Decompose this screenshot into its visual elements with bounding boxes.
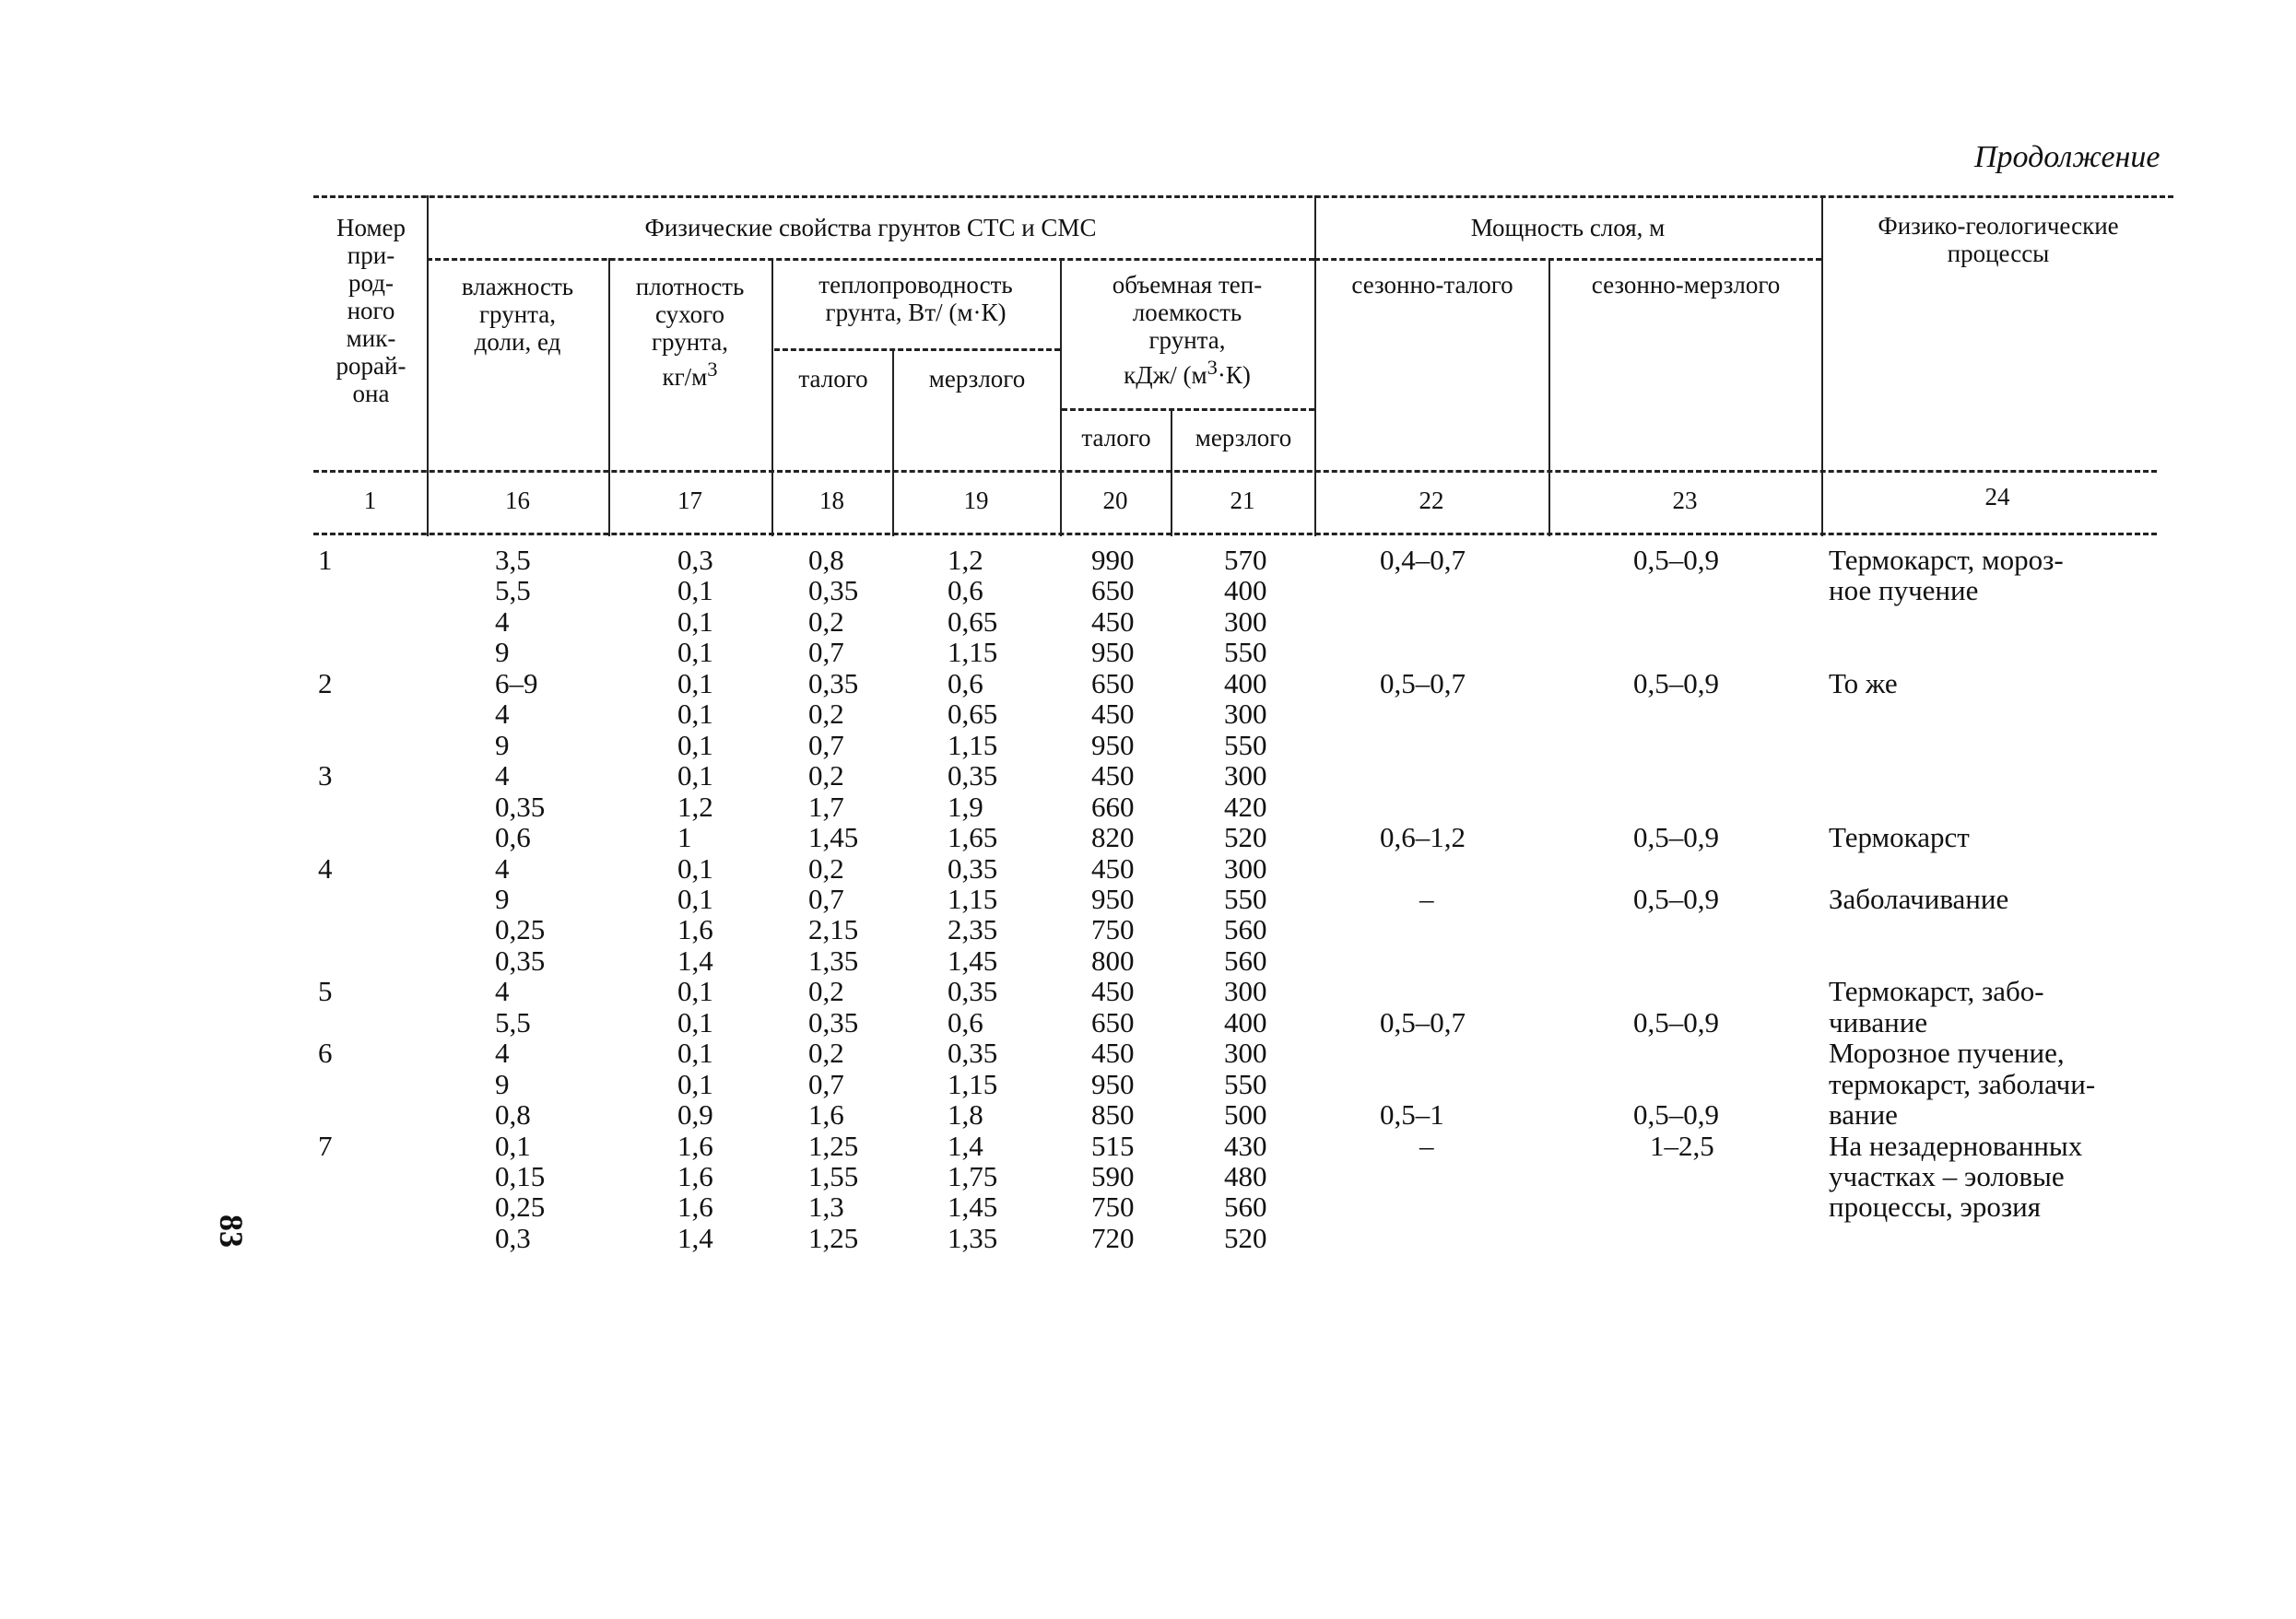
capacity-thawed-value: 950 bbox=[1091, 882, 1135, 915]
conductivity-thawed-value: 0,7 bbox=[808, 1067, 844, 1100]
capacity-frozen-value: 570 bbox=[1224, 544, 1267, 576]
conductivity-frozen-value: 0,6 bbox=[948, 666, 983, 699]
process-text: процессы, эрозия bbox=[1829, 1191, 2041, 1224]
moisture-value: 4 bbox=[495, 1037, 510, 1070]
seasonal-thawed-value: – bbox=[1419, 882, 1434, 915]
header-group-thickness: Мощность слоя, м bbox=[1470, 214, 1666, 241]
process-text: Термокарст bbox=[1829, 821, 1970, 854]
density-value: 0,3 bbox=[677, 544, 713, 576]
row-number: 2 bbox=[318, 666, 333, 699]
capacity-thawed-value: 660 bbox=[1091, 790, 1135, 823]
conductivity-thawed-value: 1,45 bbox=[808, 821, 859, 854]
process-text: Термокарст, забо- bbox=[1829, 975, 2044, 1008]
process-text: чивание bbox=[1829, 1005, 1928, 1038]
header-seasonal-thawed: сезонно-талого bbox=[1351, 271, 1513, 299]
capacity-thawed-value: 590 bbox=[1091, 1160, 1135, 1192]
process-text: Термокарст, мороз- bbox=[1829, 544, 2064, 576]
capacity-thawed-value: 750 bbox=[1091, 1191, 1135, 1224]
col-number-21: 21 bbox=[1230, 487, 1255, 514]
seasonal-frozen-value: 0,5–0,9 bbox=[1633, 1005, 1719, 1038]
density-value: 1,2 bbox=[677, 790, 713, 823]
conductivity-thawed-value: 0,7 bbox=[808, 636, 844, 669]
density-value: 0,1 bbox=[677, 1005, 713, 1038]
capacity-frozen-value: 550 bbox=[1224, 728, 1267, 761]
conductivity-frozen-value: 0,6 bbox=[948, 1005, 983, 1038]
conductivity-frozen-value: 1,45 bbox=[948, 944, 998, 977]
moisture-value: 9 bbox=[495, 1067, 510, 1100]
capacity-frozen-value: 300 bbox=[1224, 604, 1267, 638]
conductivity-thawed-value: 0,7 bbox=[808, 882, 844, 915]
moisture-value: 4 bbox=[495, 698, 510, 731]
seasonal-frozen-value: 0,5–0,9 bbox=[1633, 666, 1719, 699]
conductivity-thawed-value: 1,6 bbox=[808, 1098, 844, 1132]
capacity-frozen-value: 420 bbox=[1224, 790, 1267, 823]
conductivity-frozen-value: 0,65 bbox=[948, 698, 998, 731]
density-value: 1,4 bbox=[677, 944, 713, 977]
header-capacity: объемная теп- лоемкость грунта, кДж/ $(м^3\cdot К)$ bbox=[1112, 271, 1263, 389]
capacity-thawed-value: 450 bbox=[1091, 851, 1135, 885]
capacity-frozen-value: 480 bbox=[1224, 1160, 1267, 1192]
conductivity-thawed-value: 0,35 bbox=[808, 1005, 859, 1038]
density-value: 1,6 bbox=[677, 913, 713, 946]
moisture-value: 0,15 bbox=[495, 1160, 546, 1192]
conductivity-thawed-value: 0,2 bbox=[808, 759, 844, 792]
seasonal-frozen-value: 0,5–0,9 bbox=[1633, 1098, 1719, 1132]
density-value: 0,1 bbox=[677, 666, 713, 699]
density-value: 0,1 bbox=[677, 975, 713, 1008]
density-value: 0,1 bbox=[677, 698, 713, 731]
row-number: 7 bbox=[318, 1129, 333, 1162]
conductivity-frozen-value: 1,9 bbox=[948, 790, 983, 823]
page-number: 83 bbox=[213, 1214, 250, 1248]
capacity-thawed-value: 800 bbox=[1091, 944, 1135, 977]
density-value: 1,6 bbox=[677, 1160, 713, 1192]
conductivity-thawed-value: 0,2 bbox=[808, 851, 844, 885]
capacity-thawed-value: 750 bbox=[1091, 913, 1135, 946]
conductivity-frozen-value: 0,35 bbox=[948, 1037, 998, 1070]
density-value: 0,1 bbox=[677, 882, 713, 915]
moisture-value: 3,5 bbox=[495, 544, 531, 576]
header-col-processes: Физико-геологические процессы bbox=[1878, 212, 2119, 267]
header-moisture: влажность грунта, доли, ед bbox=[461, 273, 574, 356]
capacity-thawed-value: 450 bbox=[1091, 975, 1135, 1008]
row-number: 5 bbox=[318, 975, 333, 1008]
conductivity-frozen-value: 1,4 bbox=[948, 1129, 983, 1162]
capacity-frozen-value: 430 bbox=[1224, 1129, 1267, 1162]
capacity-frozen-value: 400 bbox=[1224, 1005, 1267, 1038]
conductivity-frozen-value: 0,35 bbox=[948, 975, 998, 1008]
moisture-value: 0,8 bbox=[495, 1098, 531, 1132]
col-number-23: 23 bbox=[1672, 487, 1698, 514]
capacity-frozen-value: 500 bbox=[1224, 1098, 1267, 1132]
density-value: 0,1 bbox=[677, 1037, 713, 1070]
moisture-value: 5,5 bbox=[495, 574, 531, 607]
header-conductivity-frozen: мерзлого bbox=[928, 365, 1026, 393]
conductivity-frozen-value: 1,15 bbox=[948, 882, 998, 915]
seasonal-thawed-value: 0,6–1,2 bbox=[1380, 821, 1466, 854]
moisture-value: 4 bbox=[495, 851, 510, 885]
capacity-thawed-value: 950 bbox=[1091, 636, 1135, 669]
capacity-frozen-value: 300 bbox=[1224, 759, 1267, 792]
header-capacity-frozen: мерзлого bbox=[1195, 424, 1292, 452]
conductivity-frozen-value: 1,45 bbox=[948, 1191, 998, 1224]
capacity-thawed-value: 450 bbox=[1091, 698, 1135, 731]
row-number: 1 bbox=[318, 544, 333, 576]
capacity-thawed-value: 720 bbox=[1091, 1221, 1135, 1254]
seasonal-thawed-value: 0,5–0,7 bbox=[1380, 1005, 1466, 1038]
row-number: 3 bbox=[318, 759, 333, 792]
capacity-frozen-value: 550 bbox=[1224, 1067, 1267, 1100]
header-capacity-thawed: талого bbox=[1081, 424, 1151, 452]
seasonal-frozen-value: 0,5–0,9 bbox=[1633, 544, 1719, 576]
seasonal-frozen-value: 0,5–0,9 bbox=[1633, 882, 1719, 915]
moisture-value: 0,1 bbox=[495, 1129, 531, 1162]
density-value: 0,1 bbox=[677, 759, 713, 792]
capacity-frozen-value: 300 bbox=[1224, 1037, 1267, 1070]
process-text: То же bbox=[1829, 666, 1898, 699]
header-seasonal-frozen: сезонно-мерзлого bbox=[1591, 271, 1781, 299]
capacity-frozen-value: 300 bbox=[1224, 851, 1267, 885]
conductivity-thawed-value: 2,15 bbox=[808, 913, 859, 946]
capacity-frozen-value: 300 bbox=[1224, 698, 1267, 731]
header-col-number: Номер при- род- ного мик- рорай- она bbox=[336, 214, 406, 407]
header-conductivity-thawed: талого bbox=[798, 365, 868, 393]
capacity-thawed-value: 450 bbox=[1091, 1037, 1135, 1070]
moisture-value: 0,6 bbox=[495, 821, 531, 854]
conductivity-frozen-value: 1,15 bbox=[948, 1067, 998, 1100]
moisture-value: 4 bbox=[495, 975, 510, 1008]
seasonal-thawed-value: 0,4–0,7 bbox=[1380, 544, 1466, 576]
conductivity-thawed-value: 0,2 bbox=[808, 604, 844, 638]
conductivity-thawed-value: 0,2 bbox=[808, 975, 844, 1008]
moisture-value: 0,3 bbox=[495, 1221, 531, 1254]
col-number-17: 17 bbox=[677, 487, 702, 514]
capacity-thawed-value: 820 bbox=[1091, 821, 1135, 854]
capacity-frozen-value: 400 bbox=[1224, 574, 1267, 607]
density-value: 1,6 bbox=[677, 1129, 713, 1162]
conductivity-thawed-value: 0,7 bbox=[808, 728, 844, 761]
conductivity-frozen-value: 1,75 bbox=[948, 1160, 998, 1192]
row-number: 4 bbox=[318, 851, 333, 885]
conductivity-frozen-value: 1,15 bbox=[948, 728, 998, 761]
density-value: 1,6 bbox=[677, 1191, 713, 1224]
conductivity-frozen-value: 0,6 bbox=[948, 574, 983, 607]
conductivity-frozen-value: 1,2 bbox=[948, 544, 983, 576]
conductivity-frozen-value: 1,65 bbox=[948, 821, 998, 854]
conductivity-frozen-value: 0,65 bbox=[948, 604, 998, 638]
conductivity-thawed-value: 1,55 bbox=[808, 1160, 859, 1192]
moisture-value: 5,5 bbox=[495, 1005, 531, 1038]
capacity-thawed-value: 950 bbox=[1091, 1067, 1135, 1100]
capacity-frozen-value: 520 bbox=[1224, 821, 1267, 854]
col-number-16: 16 bbox=[505, 487, 530, 514]
capacity-thawed-value: 650 bbox=[1091, 574, 1135, 607]
capacity-thawed-value: 650 bbox=[1091, 1005, 1135, 1038]
moisture-value: 9 bbox=[495, 882, 510, 915]
process-text: Заболачивание bbox=[1829, 882, 2009, 915]
moisture-value: 0,25 bbox=[495, 1191, 546, 1224]
moisture-value: 4 bbox=[495, 604, 510, 638]
conductivity-frozen-value: 1,8 bbox=[948, 1098, 983, 1132]
seasonal-thawed-value: 0,5–1 bbox=[1380, 1098, 1444, 1132]
capacity-thawed-value: 990 bbox=[1091, 544, 1135, 576]
col-number-24: 24 bbox=[1984, 483, 2010, 510]
density-value: 0,1 bbox=[677, 728, 713, 761]
capacity-frozen-value: 300 bbox=[1224, 975, 1267, 1008]
header-conductivity: теплопроводность грунта, Вт/ (м·К) bbox=[818, 271, 1013, 326]
conductivity-thawed-value: 0,35 bbox=[808, 574, 859, 607]
density-value: 0,1 bbox=[677, 1067, 713, 1100]
capacity-frozen-value: 560 bbox=[1224, 1191, 1267, 1224]
moisture-value: 0,25 bbox=[495, 913, 546, 946]
capacity-frozen-value: 560 bbox=[1224, 944, 1267, 977]
process-text: вание bbox=[1829, 1098, 1898, 1132]
density-value: 0,1 bbox=[677, 636, 713, 669]
moisture-value: 4 bbox=[495, 759, 510, 792]
process-text: участках – эоловые bbox=[1829, 1160, 2065, 1192]
capacity-frozen-value: 560 bbox=[1224, 913, 1267, 946]
seasonal-thawed-value: 0,5–0,7 bbox=[1380, 666, 1466, 699]
conductivity-frozen-value: 2,35 bbox=[948, 913, 998, 946]
table-header bbox=[0, 0, 2296, 553]
capacity-frozen-value: 400 bbox=[1224, 666, 1267, 699]
conductivity-thawed-value: 0,8 bbox=[808, 544, 844, 576]
moisture-value: 0,35 bbox=[495, 790, 546, 823]
conductivity-thawed-value: 0,2 bbox=[808, 1037, 844, 1070]
col-number-18: 18 bbox=[819, 487, 844, 514]
col-number-22: 22 bbox=[1419, 487, 1444, 514]
capacity-thawed-value: 450 bbox=[1091, 604, 1135, 638]
process-text: Морозное пучение, bbox=[1829, 1037, 2065, 1070]
capacity-frozen-value: 550 bbox=[1224, 636, 1267, 669]
col-number-19: 19 bbox=[963, 487, 989, 514]
moisture-value: 6–9 bbox=[495, 666, 538, 699]
capacity-thawed-value: 515 bbox=[1091, 1129, 1135, 1162]
conductivity-frozen-value: 1,35 bbox=[948, 1221, 998, 1254]
capacity-thawed-value: 650 bbox=[1091, 666, 1135, 699]
conductivity-frozen-value: 0,35 bbox=[948, 759, 998, 792]
moisture-value: 9 bbox=[495, 636, 510, 669]
col-number-1: 1 bbox=[363, 487, 377, 514]
row-number: 6 bbox=[318, 1037, 333, 1070]
seasonal-frozen-value: 0,5–0,9 bbox=[1633, 821, 1719, 854]
moisture-value: 0,35 bbox=[495, 944, 546, 977]
conductivity-thawed-value: 1,7 bbox=[808, 790, 844, 823]
conductivity-frozen-value: 0,35 bbox=[948, 851, 998, 885]
conductivity-thawed-value: 1,35 bbox=[808, 944, 859, 977]
density-value: 0,1 bbox=[677, 574, 713, 607]
continuation-label: Продолжение bbox=[1974, 140, 2161, 174]
moisture-value: 9 bbox=[495, 728, 510, 761]
process-text: термокарст, заболачи- bbox=[1829, 1067, 2096, 1100]
process-text: ное пучение bbox=[1829, 574, 1979, 607]
density-value: 1 bbox=[677, 821, 692, 854]
conductivity-frozen-value: 1,15 bbox=[948, 636, 998, 669]
capacity-frozen-value: 550 bbox=[1224, 882, 1267, 915]
capacity-thawed-value: 450 bbox=[1091, 759, 1135, 792]
header-density: плотность сухого грунта, $кг/м^3$ bbox=[635, 273, 745, 391]
density-value: 0,1 bbox=[677, 604, 713, 638]
conductivity-thawed-value: 0,35 bbox=[808, 666, 859, 699]
seasonal-frozen-value: 1–2,5 bbox=[1650, 1129, 1714, 1162]
col-number-20: 20 bbox=[1102, 487, 1128, 514]
conductivity-thawed-value: 1,25 bbox=[808, 1129, 859, 1162]
capacity-thawed-value: 950 bbox=[1091, 728, 1135, 761]
conductivity-thawed-value: 0,2 bbox=[808, 698, 844, 731]
process-text: На незадернованных bbox=[1829, 1129, 2083, 1162]
conductivity-thawed-value: 1,25 bbox=[808, 1221, 859, 1254]
capacity-frozen-value: 520 bbox=[1224, 1221, 1267, 1254]
conductivity-thawed-value: 1,3 bbox=[808, 1191, 844, 1224]
density-value: 0,9 bbox=[677, 1098, 713, 1132]
density-value: 1,4 bbox=[677, 1221, 713, 1254]
seasonal-thawed-value: – bbox=[1419, 1129, 1434, 1162]
capacity-thawed-value: 850 bbox=[1091, 1098, 1135, 1132]
header-group-phys: Физические свойства грунтов СТС и СМС bbox=[644, 214, 1097, 241]
density-value: 0,1 bbox=[677, 851, 713, 885]
